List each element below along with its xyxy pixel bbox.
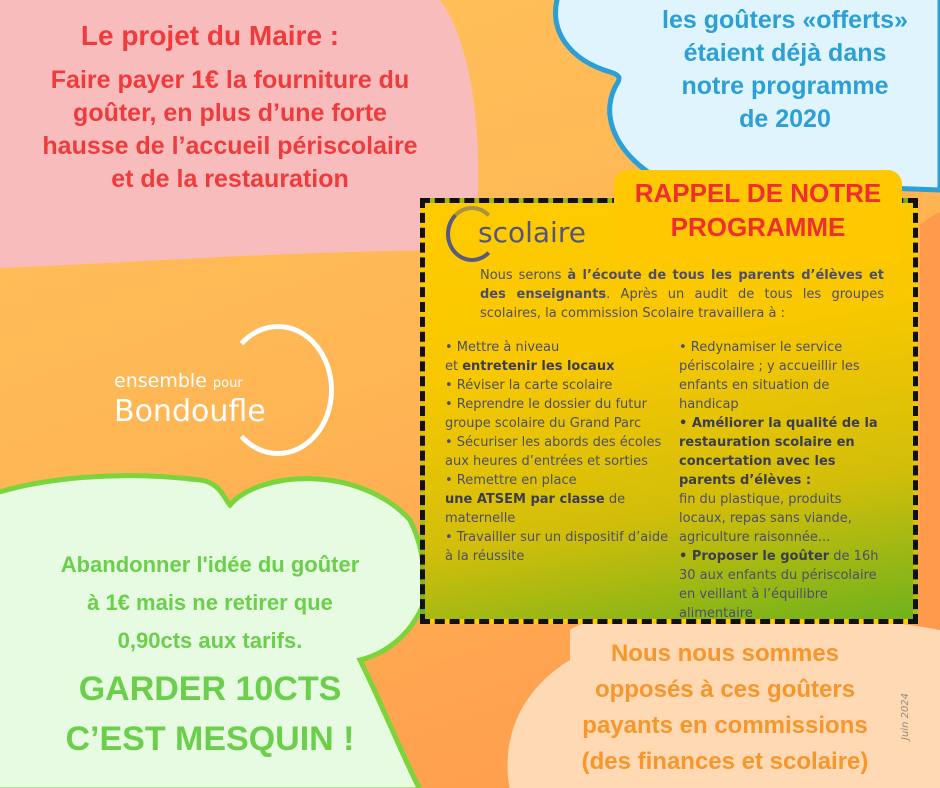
list-item: • Proposer le goûter de 16h 30 aux enfants du périscolaire en veillant à l’équilibre alimentaire [679, 549, 879, 621]
list-item: • Reprendre le dossier du futur groupe scolaire du Grand Parc [445, 397, 647, 431]
list-item: une ATSEM par classe de maternelle [445, 492, 626, 526]
abandon-line: Abandonner l'idée du goûter [60, 552, 360, 577]
opposition-block [540, 636, 910, 780]
programme-left-column [445, 338, 673, 566]
mayor-project-block [0, 18, 460, 196]
opposition-line: payants en commissions [582, 712, 868, 739]
list-item: • Remettre en place [445, 473, 577, 488]
mayor-project-title: Le projet du Maire : [80, 20, 340, 51]
programme-intro: Nous serons à l’écoute de tous les parents d’élèves et des enseignants. Après un audit de tous les groupes scolaires, la commission Scolaire travaillera à : [480, 268, 885, 321]
date-stamp: Juin 2024 [900, 692, 911, 740]
offered-line: notre programme [681, 72, 889, 100]
mesquin-line: GARDER 10CTS [78, 670, 342, 708]
mayor-line: et de la restauration [111, 165, 349, 193]
list-item: • Sécuriser les abords des écoles aux heures d’entrées et sorties [445, 435, 662, 469]
list-item: • Réviser la carte scolaire [445, 378, 613, 393]
list-item: • Mettre à niveau [445, 340, 560, 355]
offered-snacks-block [630, 4, 940, 136]
list-item: • Travailler sur un dispositif d’aide à la réussite [445, 530, 669, 564]
opposition-line: (des finances et scolaire) [581, 748, 869, 775]
mayor-line: Faire payer 1€ la fourniture du [50, 66, 410, 94]
mayor-line: goûter, en plus d’une forte [73, 99, 387, 127]
ensemble-pour-bondoufle-logo [100, 320, 330, 470]
mesquin-line: C’EST MESQUIN ! [65, 720, 355, 758]
offered-line: les goûters «offerts» [662, 6, 908, 34]
opposition-line: opposés à ces goûters [594, 676, 856, 703]
mayor-project-body [0, 64, 460, 196]
abandon-idea-block [0, 546, 420, 764]
opposition-line: Nous nous sommes [610, 640, 840, 667]
programme-right-column [679, 338, 889, 623]
list-item: • Redynamiser le service périscolaire ; y accueillir les enfants en situation de handicap [679, 340, 860, 412]
offered-line: de 2020 [739, 105, 831, 133]
section-title: scolaire [478, 216, 586, 249]
mayor-line: hausse de l’accueil périscolaire [42, 132, 418, 160]
offered-line: étaient déjà dans [683, 39, 887, 67]
programme-tab-title: RAPPEL DE NOTRE PROGRAMME [634, 178, 882, 242]
abandon-line: à 1€ mais ne retirer que [87, 590, 333, 615]
logo-line1: ensemble pour [114, 370, 243, 392]
logo-line2: Bondoufle [114, 394, 266, 429]
list-item: fin du plastique, produits locaux, repas sans viande, agriculture raisonnée... [679, 492, 852, 545]
abandon-line: 0,90cts aux tarifs. [117, 628, 303, 653]
list-item: et entretenir les locaux [445, 359, 615, 374]
list-item: • Améliorer la qualité de la restauration scolaire en concertation avec les parents d’élèves : [679, 416, 878, 488]
